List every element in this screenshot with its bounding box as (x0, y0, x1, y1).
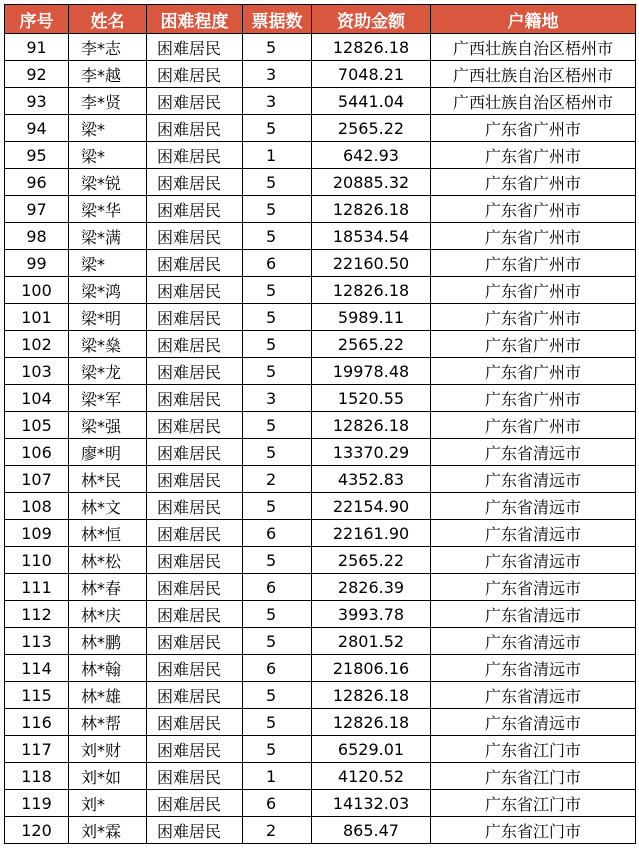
table-row (5, 385, 636, 412)
cell-name: 廖*明 (69, 439, 147, 466)
cell-name: 林*松 (69, 547, 147, 574)
cell-level: 困难居民 (147, 385, 243, 412)
cell-name: 梁*华 (69, 196, 147, 223)
cell-level: 困难居民 (147, 304, 243, 331)
cell-origin: 广东省广州市 (431, 196, 636, 223)
cell-index: 115 (5, 682, 69, 709)
cell-name: 刘*如 (69, 763, 147, 790)
table-row (5, 763, 636, 790)
cell-amount: 2565.22 (312, 115, 431, 142)
cell-index: 111 (5, 574, 69, 601)
cell-amount: 12826.18 (312, 196, 431, 223)
cell-bills: 5 (243, 628, 312, 655)
table-row (5, 115, 636, 142)
cell-amount: 2801.52 (312, 628, 431, 655)
header-index: 序号 (5, 5, 69, 34)
cell-amount: 12826.18 (312, 277, 431, 304)
table-row (5, 250, 636, 277)
cell-level: 困难居民 (147, 493, 243, 520)
cell-name: 林*鹏 (69, 628, 147, 655)
cell-amount: 22160.50 (312, 250, 431, 277)
cell-index: 120 (5, 817, 69, 844)
cell-amount: 13370.29 (312, 439, 431, 466)
cell-amount: 12826.18 (312, 709, 431, 736)
cell-origin: 广东省江门市 (431, 817, 636, 844)
cell-bills: 5 (243, 601, 312, 628)
cell-amount: 4352.83 (312, 466, 431, 493)
cell-level: 困难居民 (147, 196, 243, 223)
cell-level: 困难居民 (147, 763, 243, 790)
cell-bills: 1 (243, 763, 312, 790)
cell-amount: 2826.39 (312, 574, 431, 601)
table-row (5, 466, 636, 493)
cell-bills: 5 (243, 736, 312, 763)
cell-name: 林*恒 (69, 520, 147, 547)
table-row (5, 142, 636, 169)
header-row (5, 5, 636, 34)
cell-index: 93 (5, 88, 69, 115)
cell-bills: 5 (243, 331, 312, 358)
cell-index: 110 (5, 547, 69, 574)
cell-level: 困难居民 (147, 628, 243, 655)
cell-level: 困难居民 (147, 169, 243, 196)
cell-level: 困难居民 (147, 331, 243, 358)
cell-bills: 3 (243, 88, 312, 115)
cell-index: 112 (5, 601, 69, 628)
cell-name: 林*翰 (69, 655, 147, 682)
cell-amount: 2565.22 (312, 547, 431, 574)
cell-amount: 12826.18 (312, 682, 431, 709)
cell-level: 困难居民 (147, 250, 243, 277)
table-row (5, 493, 636, 520)
cell-index: 113 (5, 628, 69, 655)
cell-level: 困难居民 (147, 223, 243, 250)
cell-bills: 5 (243, 358, 312, 385)
table-row (5, 223, 636, 250)
cell-name: 林*庆 (69, 601, 147, 628)
cell-index: 94 (5, 115, 69, 142)
cell-origin: 广东省清远市 (431, 655, 636, 682)
cell-name: 林*文 (69, 493, 147, 520)
cell-level: 困难居民 (147, 115, 243, 142)
cell-origin: 广东省清远市 (431, 574, 636, 601)
cell-origin: 广西壮族自治区梧州市 (431, 61, 636, 88)
cell-bills: 5 (243, 304, 312, 331)
header-amount: 资助金额 (312, 5, 431, 34)
table-row (5, 439, 636, 466)
table-row (5, 736, 636, 763)
cell-amount: 5441.04 (312, 88, 431, 115)
table-row (5, 331, 636, 358)
table-row (5, 547, 636, 574)
cell-name: 梁*龙 (69, 358, 147, 385)
cell-bills: 5 (243, 196, 312, 223)
cell-origin: 广东省广州市 (431, 115, 636, 142)
table-row (5, 169, 636, 196)
cell-level: 困难居民 (147, 574, 243, 601)
cell-bills: 3 (243, 61, 312, 88)
cell-amount: 14132.03 (312, 790, 431, 817)
cell-level: 困难居民 (147, 709, 243, 736)
table-row (5, 790, 636, 817)
cell-name: 梁*明 (69, 304, 147, 331)
table-row (5, 412, 636, 439)
cell-amount: 642.93 (312, 142, 431, 169)
cell-amount: 12826.18 (312, 412, 431, 439)
cell-name: 梁*锐 (69, 169, 147, 196)
table-header (5, 5, 636, 34)
cell-name: 林*雄 (69, 682, 147, 709)
cell-index: 96 (5, 169, 69, 196)
cell-name: 梁*满 (69, 223, 147, 250)
cell-name: 李*越 (69, 61, 147, 88)
cell-origin: 广东省广州市 (431, 142, 636, 169)
cell-index: 91 (5, 34, 69, 61)
table-row (5, 34, 636, 61)
cell-bills: 5 (243, 115, 312, 142)
table-row (5, 655, 636, 682)
cell-index: 99 (5, 250, 69, 277)
cell-amount: 3993.78 (312, 601, 431, 628)
cell-index: 103 (5, 358, 69, 385)
cell-origin: 广西壮族自治区梧州市 (431, 34, 636, 61)
cell-index: 95 (5, 142, 69, 169)
cell-level: 困难居民 (147, 682, 243, 709)
table-container (4, 4, 636, 844)
cell-index: 107 (5, 466, 69, 493)
cell-origin: 广东省清远市 (431, 682, 636, 709)
cell-bills: 2 (243, 817, 312, 844)
cell-index: 100 (5, 277, 69, 304)
cell-bills: 5 (243, 169, 312, 196)
table-row (5, 196, 636, 223)
cell-level: 困难居民 (147, 466, 243, 493)
cell-bills: 2 (243, 466, 312, 493)
table-row (5, 709, 636, 736)
cell-index: 116 (5, 709, 69, 736)
cell-bills: 6 (243, 790, 312, 817)
cell-name: 林*帮 (69, 709, 147, 736)
table-row (5, 88, 636, 115)
table-row (5, 520, 636, 547)
cell-name: 刘*财 (69, 736, 147, 763)
cell-name: 林*民 (69, 466, 147, 493)
header-bills: 票据数 (243, 5, 312, 34)
cell-bills: 5 (243, 439, 312, 466)
cell-level: 困难居民 (147, 412, 243, 439)
cell-level: 困难居民 (147, 34, 243, 61)
cell-amount: 18534.54 (312, 223, 431, 250)
cell-index: 101 (5, 304, 69, 331)
cell-index: 104 (5, 385, 69, 412)
table-row (5, 601, 636, 628)
cell-level: 困难居民 (147, 88, 243, 115)
cell-level: 困难居民 (147, 277, 243, 304)
table-row (5, 277, 636, 304)
cell-bills: 6 (243, 574, 312, 601)
cell-bills: 6 (243, 520, 312, 547)
cell-index: 109 (5, 520, 69, 547)
cell-level: 困难居民 (147, 655, 243, 682)
cell-name: 梁* (69, 115, 147, 142)
cell-origin: 广东省广州市 (431, 250, 636, 277)
cell-amount: 5989.11 (312, 304, 431, 331)
cell-origin: 广东省清远市 (431, 601, 636, 628)
table-row (5, 817, 636, 844)
cell-origin: 广东省清远市 (431, 628, 636, 655)
cell-bills: 5 (243, 277, 312, 304)
cell-origin: 广东省广州市 (431, 385, 636, 412)
cell-name: 梁*军 (69, 385, 147, 412)
header-name: 姓名 (69, 5, 147, 34)
cell-index: 117 (5, 736, 69, 763)
cell-amount: 12826.18 (312, 34, 431, 61)
cell-name: 梁* (69, 142, 147, 169)
cell-bills: 1 (243, 142, 312, 169)
cell-origin: 广东省广州市 (431, 304, 636, 331)
cell-level: 困难居民 (147, 61, 243, 88)
table-row (5, 304, 636, 331)
aid-table (4, 4, 636, 844)
cell-origin: 广东省江门市 (431, 736, 636, 763)
cell-bills: 5 (243, 682, 312, 709)
cell-name: 梁*强 (69, 412, 147, 439)
cell-amount: 20885.32 (312, 169, 431, 196)
cell-amount: 7048.21 (312, 61, 431, 88)
cell-origin: 广东省广州市 (431, 358, 636, 385)
cell-origin: 广西壮族自治区梧州市 (431, 88, 636, 115)
cell-bills: 5 (243, 223, 312, 250)
cell-index: 119 (5, 790, 69, 817)
cell-amount: 21806.16 (312, 655, 431, 682)
cell-name: 李*志 (69, 34, 147, 61)
cell-origin: 广东省清远市 (431, 439, 636, 466)
cell-amount: 19978.48 (312, 358, 431, 385)
cell-index: 97 (5, 196, 69, 223)
cell-name: 刘*霖 (69, 817, 147, 844)
cell-level: 困难居民 (147, 601, 243, 628)
cell-index: 105 (5, 412, 69, 439)
table-row (5, 628, 636, 655)
cell-index: 106 (5, 439, 69, 466)
cell-level: 困难居民 (147, 790, 243, 817)
cell-amount: 1520.55 (312, 385, 431, 412)
cell-level: 困难居民 (147, 358, 243, 385)
cell-amount: 2565.22 (312, 331, 431, 358)
cell-origin: 广东省广州市 (431, 331, 636, 358)
cell-origin: 广东省广州市 (431, 277, 636, 304)
cell-origin: 广东省清远市 (431, 493, 636, 520)
cell-level: 困难居民 (147, 439, 243, 466)
cell-name: 梁*鸿 (69, 277, 147, 304)
header-origin: 户籍地 (431, 5, 636, 34)
cell-bills: 5 (243, 412, 312, 439)
cell-name: 刘* (69, 790, 147, 817)
header-level: 困难程度 (147, 5, 243, 34)
cell-index: 114 (5, 655, 69, 682)
cell-bills: 6 (243, 655, 312, 682)
table-row (5, 358, 636, 385)
cell-level: 困难居民 (147, 547, 243, 574)
cell-name: 林*春 (69, 574, 147, 601)
cell-amount: 22154.90 (312, 493, 431, 520)
cell-index: 98 (5, 223, 69, 250)
cell-bills: 5 (243, 493, 312, 520)
cell-amount: 6529.01 (312, 736, 431, 763)
cell-origin: 广东省江门市 (431, 763, 636, 790)
cell-origin: 广东省清远市 (431, 466, 636, 493)
cell-level: 困难居民 (147, 817, 243, 844)
cell-amount: 865.47 (312, 817, 431, 844)
table-body (5, 34, 636, 844)
cell-origin: 广东省广州市 (431, 412, 636, 439)
cell-origin: 广东省广州市 (431, 223, 636, 250)
cell-level: 困难居民 (147, 142, 243, 169)
cell-origin: 广东省广州市 (431, 169, 636, 196)
cell-level: 困难居民 (147, 520, 243, 547)
cell-origin: 广东省清远市 (431, 709, 636, 736)
cell-index: 108 (5, 493, 69, 520)
cell-name: 梁* (69, 250, 147, 277)
cell-amount: 4120.52 (312, 763, 431, 790)
cell-index: 102 (5, 331, 69, 358)
cell-name: 李*贤 (69, 88, 147, 115)
cell-index: 118 (5, 763, 69, 790)
cell-origin: 广东省清远市 (431, 547, 636, 574)
table-row (5, 682, 636, 709)
cell-origin: 广东省江门市 (431, 790, 636, 817)
cell-name: 梁*燊 (69, 331, 147, 358)
cell-origin: 广东省清远市 (431, 520, 636, 547)
table-row (5, 61, 636, 88)
cell-bills: 5 (243, 34, 312, 61)
table-row (5, 574, 636, 601)
cell-bills: 5 (243, 709, 312, 736)
cell-bills: 5 (243, 547, 312, 574)
cell-level: 困难居民 (147, 736, 243, 763)
cell-bills: 6 (243, 250, 312, 277)
cell-amount: 22161.90 (312, 520, 431, 547)
cell-bills: 3 (243, 385, 312, 412)
cell-index: 92 (5, 61, 69, 88)
